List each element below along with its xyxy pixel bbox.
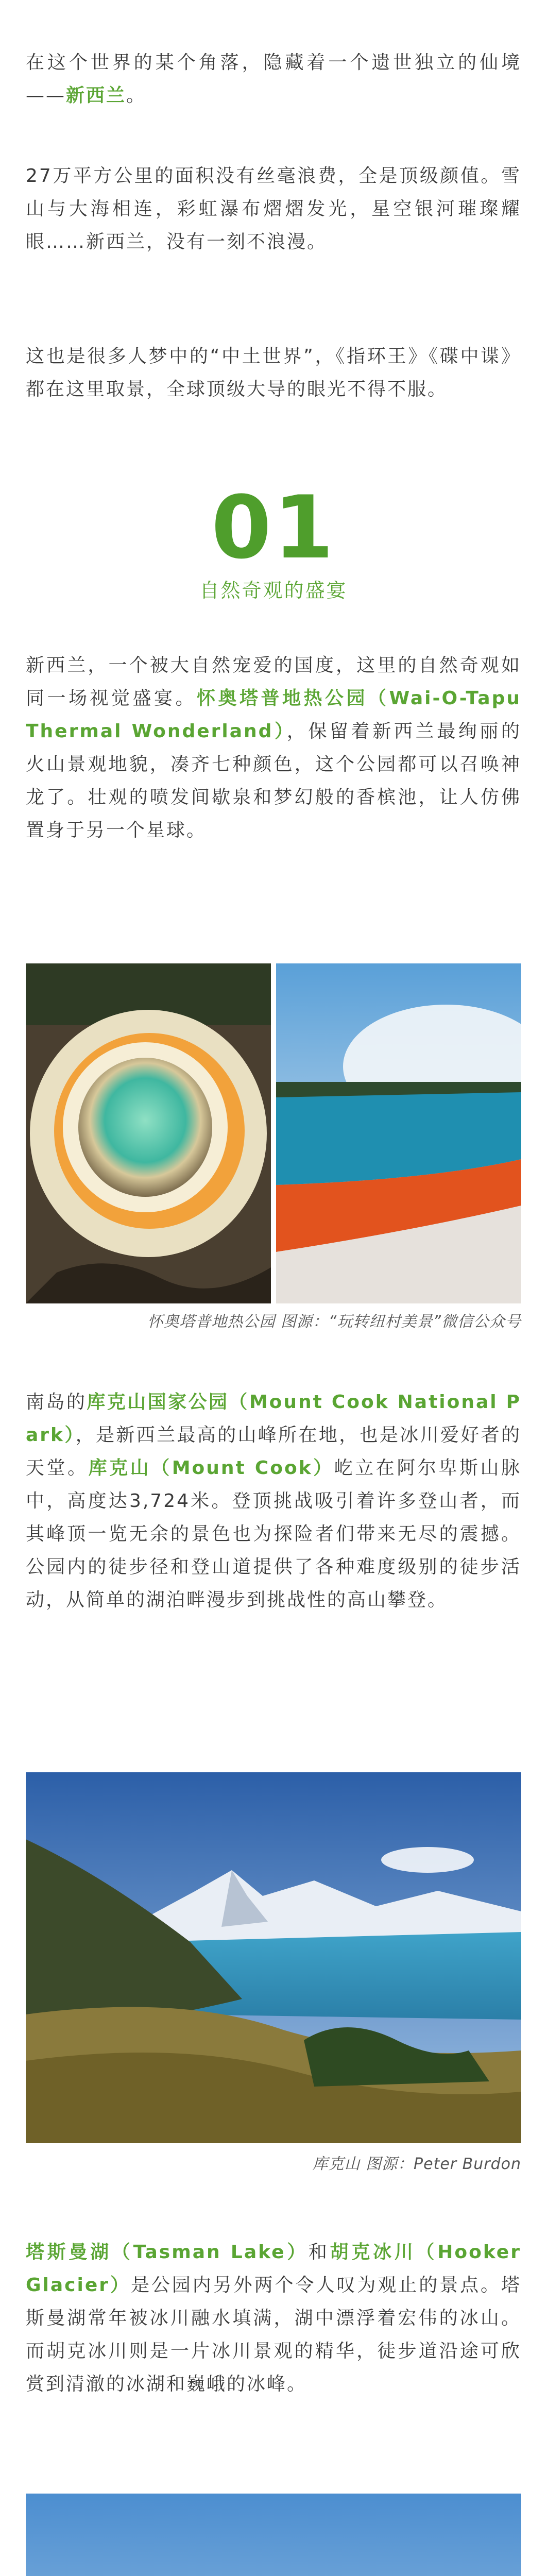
highlight-mount-cook-park: 库克山国家公园（Mount Cook National Park） [26,1392,521,1446]
photo-mount-cook [26,1772,521,2143]
section-subtitle: 自然奇观的盛宴 [199,579,348,602]
intro-paragraph-2: 27万平方公里的面积没有丝毫浪费，全是顶级颜值。雪山与大海相连，彩虹瀑布熠熠发光，星空银河璀璨耀眼……新西兰，没有一刻不浪漫。 [26,165,521,252]
intro-paragraph-1: 在这个世界的某个角落，隐藏着一个遗世独立的仙境——新西兰。 [26,52,521,106]
wai-o-tapu-paragraph: 新西兰，一个被大自然宠爱的国度，这里的自然奇观如同一场视觉盛宴。怀奥塔普地热公园（Wai-O-Tapu Thermal Wonderland），保留着新西兰最绚丽的火山景观地貌，凑齐七种颜色，这个公园都可以召唤神龙了。壮观的喷发间歇泉和梦幻般的香槟池，让人仿佛置身于另一个星球。 [26,655,521,841]
caption-mount-cook: 库克山 图源：Peter Burdon [312,2155,521,2173]
caption-wai-o-tapu: 怀奥塔普地热公园 图源：“玩转纽村美景”微信公众号 [147,1313,521,1331]
highlight-wai-o-tapu: 怀奥塔普地热公园（Wai-O-Tapu Thermal Wonderland） [26,688,521,742]
highlight-mount-cook: 库克山（Mount Cook） [88,1458,334,1479]
highlight-hooker-glacier: 胡克冰川（Hooker Glacier） [26,2242,521,2296]
photo-tasman-lake [26,2494,521,2576]
highlight-tasman-lake: 塔斯曼湖（Tasman Lake） [26,2242,309,2263]
section-number: 01 [211,477,336,578]
photo-champagne-pool [276,963,521,1303]
tasman-paragraph: 塔斯曼湖（Tasman Lake）和胡克冰川（Hooker Glacier）是公园内另外两个令人叹为观止的景点。塔斯曼湖常年被冰川融水填满，湖中漂浮着宏伟的冰山。而胡克冰川则是一片冰川景观的精华，徒步道沿途可欣赏到清澈的冰湖和巍峨的冰峰。 [26,2242,521,2395]
photo-thermal-pool-aerial [26,963,271,1303]
intro-paragraph-3: 这也是很多人梦中的“中土世界”，《指环王》《碟中谍》都在这里取景，全球顶级大导的眼光不得不服。 [26,346,521,400]
highlight-new-zealand: 新西兰 [66,85,127,106]
mount-cook-paragraph: 南岛的库克山国家公园（Mount Cook National Park），是新西兰最高的山峰所在地，也是冰川爱好者的天堂。库克山（Mount Cook）屹立在阿尔卑斯山脉中，高度达3,724米。登顶挑战吸引着许多登山者，而其峰顶一览无余的景色也为探险者们带来无尽的震撼。公园内的徒步径和登山道提供了各种难度级别的徒步活动，从简单的湖泊畔漫步到挑战性的高山攀登。 [26,1392,521,1611]
